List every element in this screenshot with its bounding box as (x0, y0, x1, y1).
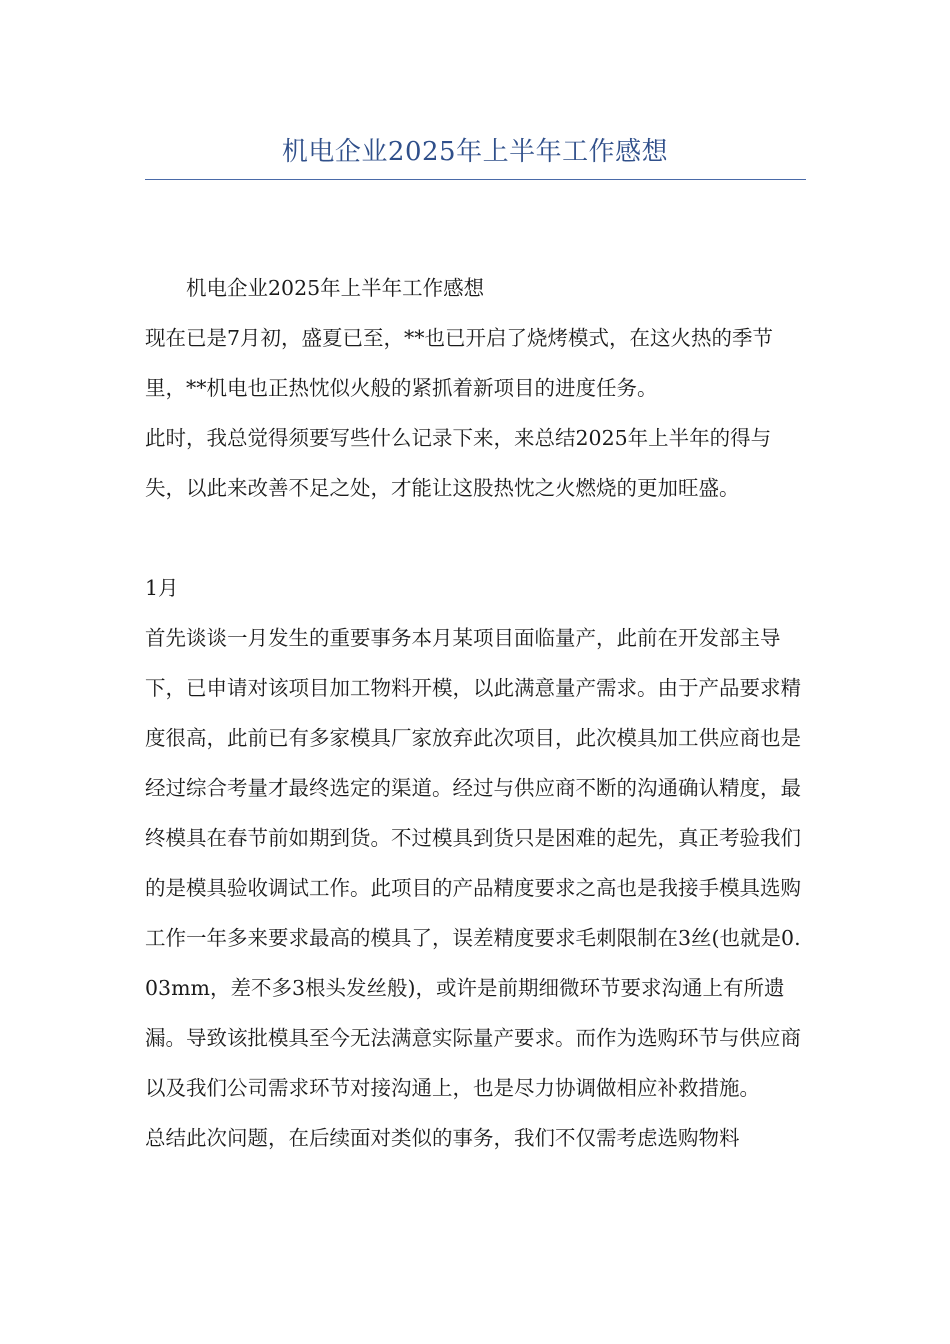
paragraph-spacer (145, 513, 810, 563)
document-body (145, 263, 810, 1163)
body-paragraph: 总结此次问题，在后续面对类似的事务，我们不仅需考虑选购物料 (145, 1126, 740, 1150)
subtitle-paragraph: 机电企业2025年上半年工作感想 (186, 276, 485, 300)
document-title: 机电企业2025年上半年工作感想 (281, 137, 669, 167)
title-underline (145, 179, 806, 180)
body-paragraph: 现在已是7月初，盛夏已至，**也已开启了烧烤模式，在这火热的季节里，**机电也正热忱似火般的紧抓着新项目的进度任务。 (145, 326, 774, 400)
body-paragraph: 此时，我总觉得须要写些什么记录下来，来总结2025年上半年的得与失，以此来改善不足之处，才能让这股热忱之火燃烧的更加旺盛。 (145, 426, 772, 500)
body-paragraph: 首先谈谈一月发生的重要事务本月某项目面临量产，此前在开发部主导下，已申请对该项目加工物料开模，以此满意量产需求。由于产品要求精度很高，此前已有多家模具厂家放弃此次项目，此次模具加工供应商也是经过综合考量才最终选定的渠道。经过与供应商不断的沟通确认精度，最终模具在春节前如期到货。不过模具到货只是困难的起先，真正考验我们的是模具验收调试工作。此项目的产品精度要求之高也是我接手模具选购工作一年多来要求最高的模具了，误差精度要求毛刺限制在3丝(也就是0.03mm，差不多3根头发丝般)，或许是前期细微环节要求沟通上有所遗漏。导致该批模具至今无法满意实际量产要求。而作为选购环节与供应商以及我们公司需求环节对接沟通上，也是尽力协调做相应补救措施。 (145, 626, 801, 1100)
section-heading-january: 1月 (145, 576, 179, 600)
